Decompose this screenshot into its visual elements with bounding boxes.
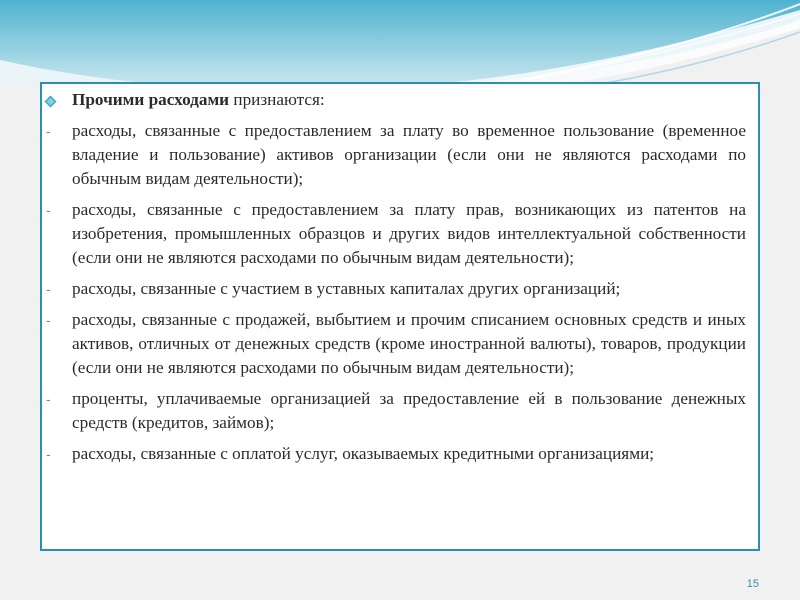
heading-bold: Прочими расходами	[72, 90, 230, 109]
list-item	[46, 442, 746, 466]
list-item	[46, 198, 746, 270]
dash-bullet: -	[46, 312, 51, 328]
diamond-bullet-icon	[44, 95, 57, 108]
list-item-text: проценты, уплачиваемые организацией за предоставление ей в пользование денежных средств (кредитов, займов);	[72, 389, 746, 432]
content-box	[40, 82, 760, 551]
list-item-text: расходы, связанные с продажей, выбытием и прочим списанием основных средств и иных активов, отличных от денежных средств (кроме иностранной валюты), товаров, продукции (если они не являются расходами по обычным видам деятельности);	[72, 310, 746, 377]
content-text	[46, 88, 746, 466]
list-item-text: расходы, связанные с участием в уставных капиталах других организаций;	[72, 279, 621, 298]
list-item	[46, 308, 746, 380]
dash-bullet: -	[46, 446, 51, 462]
list-item-text: расходы, связанные с предоставлением за плату во временное пользование (временное владение и пользование) активов организации (если они не являются расходами по обычным видам деятельности);	[72, 121, 746, 188]
list-item	[46, 119, 746, 191]
dash-bullet: -	[46, 202, 51, 218]
list-item	[46, 277, 746, 301]
dash-bullet: -	[46, 281, 51, 297]
list-item-text: расходы, связанные с предоставлением за плату прав, возникающих из патентов на изобретения, промышленных образцов и других видов интеллектуальной собственности (если они не являются расходами по обычным видам деятельности);	[72, 200, 746, 267]
dash-bullet: -	[46, 391, 51, 407]
heading-item	[72, 88, 746, 112]
list-item	[46, 387, 746, 435]
dash-bullet: -	[46, 123, 51, 139]
heading-rest: признаются:	[229, 90, 325, 109]
list-item-text: расходы, связанные с оплатой услуг, оказываемых кредитными организациями;	[72, 444, 655, 463]
page-number: 15	[746, 578, 759, 590]
